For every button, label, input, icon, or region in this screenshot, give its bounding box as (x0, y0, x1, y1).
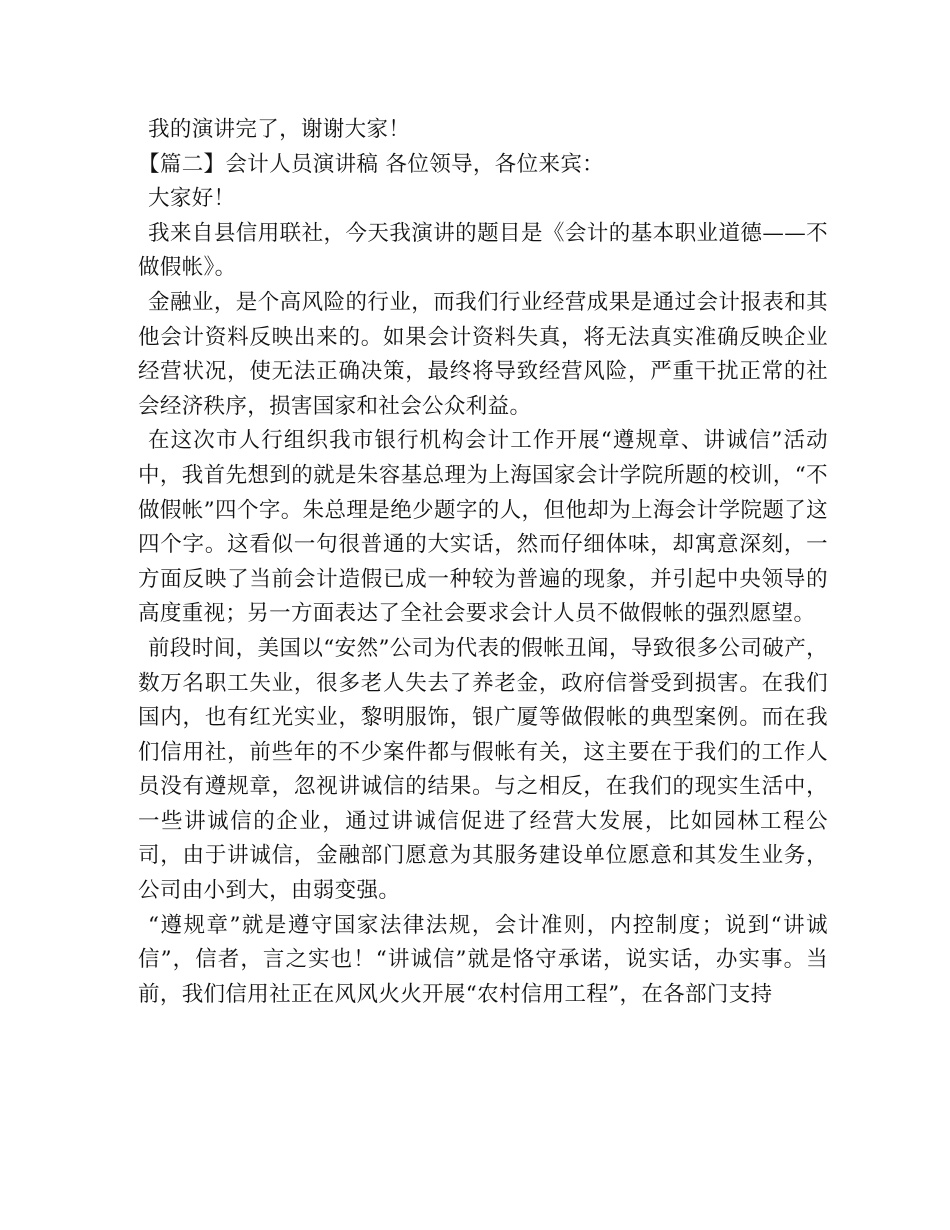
paragraph-finance-risk: 金融业，是个高风险的行业，而我们行业经营成果是通过会计报表和其他会计资料反映出来的。如果会计资料失真，将无法真实准确反映企业经营状况，使无法正确决策，最终将导致经营风险，严重干扰正常的社会经济秩序，损害国家和社会公众利益。 (138, 289, 828, 419)
paragraph-cases: 前段时间，美国以“安然”公司为代表的假帐丑闻，导致很多公司破产，数万名职工失业，很多老人失去了养老金，政府信誉受到损害。在我们国内，也有红光实业，黎明服饰，银广厦等做假帐的典型案例。而在我们信用社，前些年的不少案件都与假帐有关，这主要在于我们的工作人员没有遵规章，忽视讲诚信的结果。与之相反，在我们的现实生活中，一些讲诚信的企业，通过讲诚信促进了经营大发展，比如园林工程公司，由于讲诚信，金融部门愿意为其服务建设单位愿意和其发生业务，公司由小到大，由弱变强。 (138, 635, 828, 904)
paragraph-motto: 在这次市人行组织我市银行机构会计工作开展“遵规章、讲诚信”活动中，我首先想到的就是朱容基总理为上海国家会计学院所题的校训，“不做假帐”四个字。朱总理是绝少题字的人，但他却为上海会计学院题了这四个字。这看似一句很普通的大实话，然而仔细体味，却寓意深刻，一方面反映了当前会计造假已成一种较为普遍的现象，并引起中央领导的高度重视；另一方面表达了全社会要求会计人员不做假帐的强烈愿望。 (138, 428, 828, 627)
document-body (138, 113, 828, 1012)
paragraph-introduction: 我来自县信用联社，今天我演讲的题目是《会计的基本职业道德——不做假帐》。 (138, 220, 828, 281)
paragraph-integrity: “遵规章”就是遵守国家法律法规，会计准则，内控制度；说到“讲诚信”，信者，言之实也！“讲诚信”就是恪守承诺，说实话，办实事。当前，我们信用社正在风风火火开展“农村信用工程”，在各部门支持 (138, 912, 828, 1007)
paragraph-closing: 我的演讲完了，谢谢大家！ (148, 117, 411, 142)
paragraph-section-heading: 【篇二】会计人员演讲稿 各位领导，各位来宾： (138, 151, 605, 177)
paragraph-greeting: 大家好！ (148, 186, 236, 212)
